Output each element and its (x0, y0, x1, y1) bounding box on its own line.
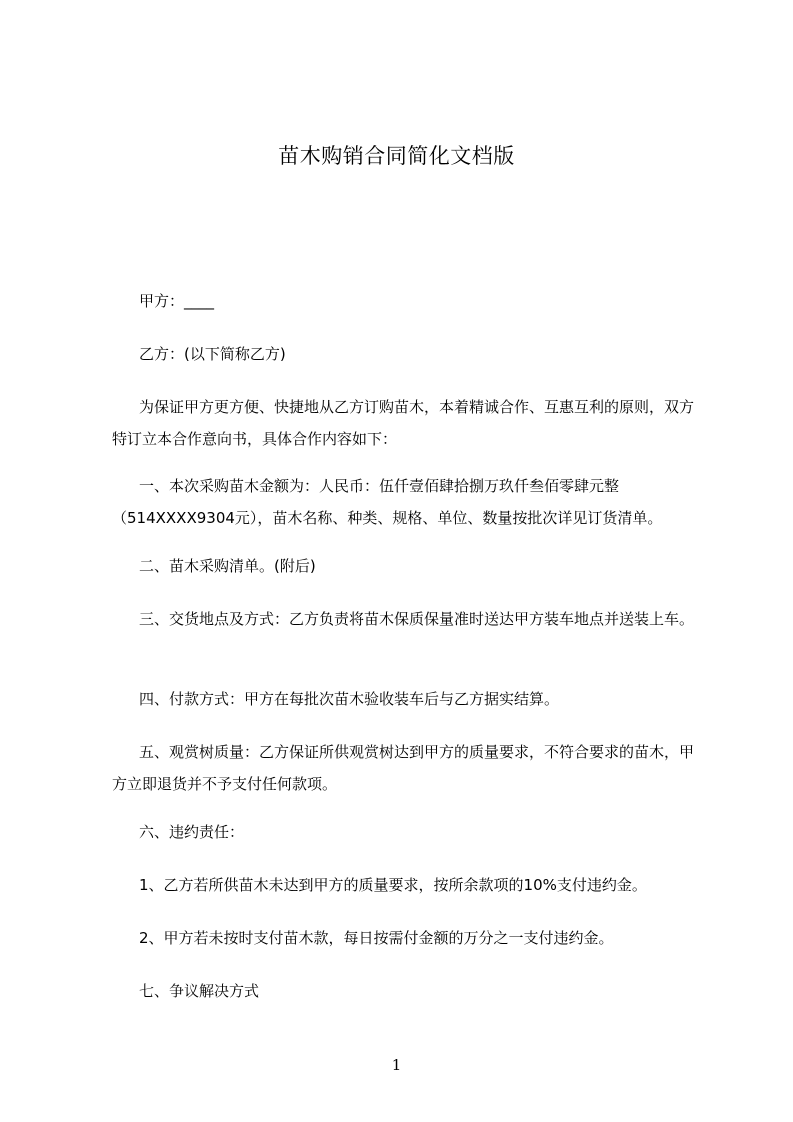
intro-paragraph: 为保证甲方更方便、快捷地从乙方订购苗木，本着精诚合作、互惠互利的原则，双方特订立本合作意向书，具体合作内容如下： (112, 398, 695, 448)
clause-2-list: 二、苗木采购清单。(附后) (139, 557, 316, 575)
liability-item-2: 2、甲方若未按时支付苗木款，每日按需付金额的万分之一支付违约金。 (139, 929, 614, 947)
liability-item-1: 1、乙方若所供苗木未达到甲方的质量要求，按所余款项的10%支付违约金。 (139, 876, 647, 894)
clause-7-dispute: 七、争议解决方式 (139, 982, 260, 1000)
clause-5-quality: 五、观赏树质量：乙方保证所供观赏树达到甲方的质量要求，不符合要求的苗木，甲方立即退货并不予支付任何款项。 (112, 743, 695, 793)
clause-6-liability: 六、违约责任： (139, 823, 245, 841)
party-a-line: 甲方：____ (139, 292, 215, 310)
clause-4-payment: 四、付款方式：甲方在每批次苗木验收装车后与乙方据实结算。 (139, 690, 560, 708)
page-number: 1 (391, 1056, 402, 1074)
clause-1-amount: 一、本次采购苗木金额为：人民币：伍仟壹佰肆拾捌万玖仟叁佰零肆元整（514XXXX9304元），苗木名称、种类、规格、单位、数量按批次详见订货清单。 (112, 477, 663, 527)
clause-3-delivery: 三、交货地点及方式：乙方负责将苗木保质保量准时送达甲方装车地点并送装上车。 (139, 610, 695, 628)
document-title: 苗木购销合同简化文档版 (278, 144, 515, 168)
party-b-line: 乙方：(以下简称乙方) (139, 345, 286, 363)
